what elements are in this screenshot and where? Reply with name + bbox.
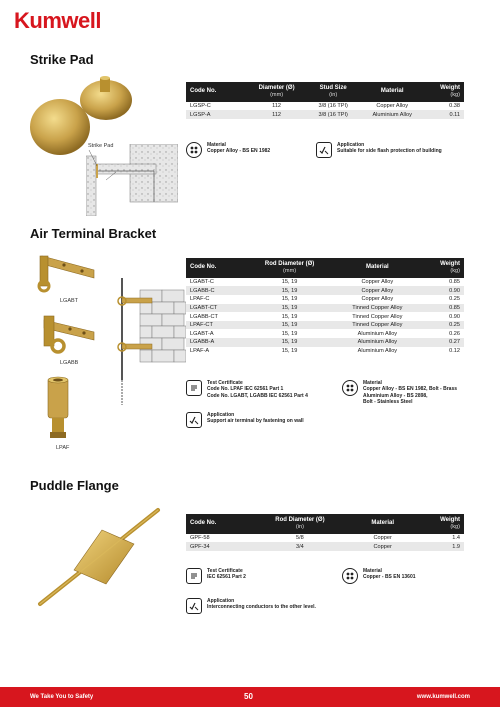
air-terminal-spec-table <box>186 258 464 355</box>
table-header: Code No. <box>186 258 246 278</box>
lpaf-fitting-image <box>42 376 74 442</box>
table-row <box>186 312 464 321</box>
table-row <box>186 110 464 119</box>
table-cell: Aluminium Alloy <box>333 329 421 338</box>
table-cell: 0.12 <box>422 347 464 356</box>
table-cell: Copper Alloy <box>333 295 421 304</box>
table-cell: 0.90 <box>422 286 464 295</box>
table-cell: Copper Alloy <box>333 286 421 295</box>
lgabb-bracket-image <box>36 312 98 360</box>
application-icon <box>186 598 202 614</box>
puddle-flange-spec-table <box>186 514 464 551</box>
table-cell: LGABT-C <box>186 278 246 287</box>
table-row <box>186 102 464 111</box>
application-icon <box>186 412 202 428</box>
air-material-info: Material Copper Alloy - BS EN 1982, Bolt - Brass Aluminium Alloy - BS 2898, Bolt - Stainless Steel <box>342 380 457 405</box>
table-cell: LGABB-C <box>186 286 246 295</box>
table-row <box>186 347 464 356</box>
certificate-icon <box>186 380 202 396</box>
air-test-certificate-info: Test Certificate Code No. LPAF IEC 62561 Part 1 Code No. LGABT, LGABB IEC 62561 Part 4 <box>186 380 308 399</box>
table-row <box>186 295 464 304</box>
table-cell: 3/4 <box>246 542 354 551</box>
material-icon <box>342 380 358 396</box>
table-cell: Aluminium Alloy <box>333 338 421 347</box>
table-cell: 15, 19 <box>246 304 333 313</box>
strike-pad-spec-table <box>186 82 464 119</box>
section-title-air-terminal-bracket: Air Terminal Bracket <box>30 226 157 241</box>
puddle-material-info: Material Copper - BS EN 13601 <box>342 568 416 584</box>
page-footer <box>0 687 500 707</box>
table-row <box>186 338 464 347</box>
table-cell: 112 <box>246 110 307 119</box>
puddle-test-certificate-info: Test Certificate IEC 62561 Part 2 <box>186 568 246 584</box>
strike-material-info: Material Copper Alloy - BS EN 1982 <box>186 142 270 158</box>
table-cell: Copper Alloy <box>359 102 425 111</box>
table-header: Code No. <box>186 514 246 534</box>
table-header: Material <box>354 514 412 534</box>
section-title-strike-pad: Strike Pad <box>30 52 94 67</box>
table-header: Weight (kg) <box>422 258 464 278</box>
table-cell: 0.85 <box>422 304 464 313</box>
table-cell: 15, 19 <box>246 329 333 338</box>
table-row <box>186 534 464 543</box>
table-header: Rod Diameter (Ø) (in) <box>246 514 354 534</box>
table-cell: 15, 19 <box>246 321 333 330</box>
table-cell: GPF-58 <box>186 534 246 543</box>
table-row <box>186 321 464 330</box>
table-cell: Aluminium Alloy <box>359 110 425 119</box>
table-cell: 0.11 <box>425 110 464 119</box>
footer-url[interactable]: www.kumwell.com <box>416 694 470 700</box>
material-icon <box>342 568 358 584</box>
table-cell: LGABB-CT <box>186 312 246 321</box>
table-cell: 15, 19 <box>246 338 333 347</box>
puddle-flange-image <box>34 500 164 610</box>
puddle-application-info: Application Interconnecting conductors to the other level. <box>186 598 316 614</box>
table-cell: Copper <box>354 534 412 543</box>
table-cell: 1.9 <box>412 542 464 551</box>
table-row <box>186 286 464 295</box>
table-cell: LGABT-A <box>186 329 246 338</box>
lgabt-bracket-image <box>34 250 98 298</box>
diagram-label: Strike Pad <box>88 143 114 149</box>
section-title-puddle-flange: Puddle Flange <box>30 478 119 493</box>
table-cell: 3/8 (16 TPI) <box>307 110 359 119</box>
table-row <box>186 542 464 551</box>
table-cell: 15, 19 <box>246 278 333 287</box>
table-header: Material <box>333 258 421 278</box>
table-cell: 15, 19 <box>246 312 333 321</box>
material-icon <box>186 142 202 158</box>
air-application-info: Application Support air terminal by fastening on wall <box>186 412 304 428</box>
strike-application-info: Application Suitable for side flash protection of building <box>316 142 442 158</box>
table-cell: GPF-34 <box>186 542 246 551</box>
table-header: Rod Diameter (Ø) (mm) <box>246 258 333 278</box>
table-cell: LGSP-C <box>186 102 246 111</box>
table-cell: 0.27 <box>422 338 464 347</box>
table-cell: 0.90 <box>422 312 464 321</box>
label-lgabt: LGABT <box>60 298 79 304</box>
footer-slogan: We Take You to Safety <box>30 694 94 700</box>
table-cell: LGSP-A <box>186 110 246 119</box>
table-cell: 1.4 <box>412 534 464 543</box>
table-header: Material <box>359 82 425 102</box>
table-cell: LGABT-CT <box>186 304 246 313</box>
strike-pad-installation-diagram <box>86 144 178 216</box>
table-cell: 0.25 <box>422 321 464 330</box>
table-cell: 15, 19 <box>246 295 333 304</box>
air-terminal-installation-diagram <box>104 270 186 410</box>
table-cell: 3/8 (16 TPI) <box>307 102 359 111</box>
table-cell: Aluminium Alloy <box>333 347 421 356</box>
table-header: Stud Size (in) <box>307 82 359 102</box>
application-icon <box>316 142 332 158</box>
table-cell: LPAF-C <box>186 295 246 304</box>
table-cell: Copper <box>354 542 412 551</box>
table-header: Code No. <box>186 82 246 102</box>
brand-logo: Kumwell <box>14 8 101 33</box>
table-row <box>186 278 464 287</box>
table-cell: 0.26 <box>422 329 464 338</box>
table-cell: Tinned Copper Alloy <box>333 321 421 330</box>
table-cell: LPAF-CT <box>186 321 246 330</box>
table-cell: LPAF-A <box>186 347 246 356</box>
table-cell: 15, 19 <box>246 286 333 295</box>
table-header: Weight (kg) <box>412 514 464 534</box>
table-cell: 15, 19 <box>246 347 333 356</box>
table-cell: LGABB-A <box>186 338 246 347</box>
table-cell: 0.85 <box>422 278 464 287</box>
label-lpaf: LPAF <box>56 445 70 451</box>
label-lgabb: LGABB <box>60 360 79 366</box>
table-cell: 112 <box>246 102 307 111</box>
table-row <box>186 304 464 313</box>
table-cell: 5/8 <box>246 534 354 543</box>
page-number: 50 <box>244 692 253 701</box>
table-cell: 0.38 <box>425 102 464 111</box>
table-cell: Copper Alloy <box>333 278 421 287</box>
table-cell: Tinned Copper Alloy <box>333 304 421 313</box>
table-cell: 0.25 <box>422 295 464 304</box>
table-header: Diameter (Ø) (mm) <box>246 82 307 102</box>
table-header: Weight (kg) <box>425 82 464 102</box>
table-cell: Tinned Copper Alloy <box>333 312 421 321</box>
table-row <box>186 329 464 338</box>
certificate-icon <box>186 568 202 584</box>
